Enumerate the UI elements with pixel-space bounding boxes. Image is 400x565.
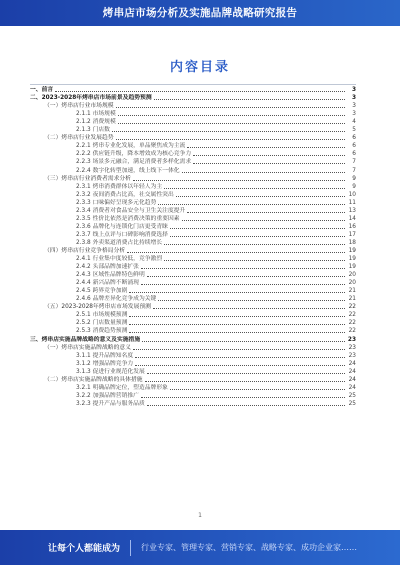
- toc-entry[interactable]: [30, 368, 356, 376]
- toc-entry[interactable]: [30, 158, 356, 166]
- toc-dot-leader: [187, 212, 345, 213]
- toc-entry-page: 20: [348, 280, 356, 287]
- toc-entry[interactable]: [30, 215, 356, 223]
- toc-dot-leader: [193, 163, 345, 164]
- toc-entry-page: 25: [348, 392, 356, 399]
- toc-entry[interactable]: [30, 166, 356, 174]
- toc-entry-page: 14: [348, 215, 356, 222]
- toc-entry-page: 17: [348, 231, 356, 238]
- toc-dot-leader: [141, 268, 345, 269]
- toc-dot-leader: [158, 300, 345, 301]
- toc-dot-leader: [158, 204, 345, 205]
- toc-entry-label: 一、前言: [30, 87, 54, 94]
- toc-entry-label: 2.1.3 门店数: [76, 127, 110, 134]
- toc-entry-label: 2.5.3 消费趋势预测: [76, 328, 128, 335]
- toc-entry-label: 2.3.6 品牌化与连锁化门店更受青睐: [76, 223, 168, 230]
- toc-entry[interactable]: [30, 303, 356, 311]
- footer-bar: [0, 530, 400, 565]
- toc-entry-page: 7: [352, 167, 356, 174]
- toc-entry[interactable]: [30, 231, 356, 239]
- toc-dot-leader: [133, 180, 345, 181]
- toc-entry-label: 2.2.1 烤串专业化发展，单品聚焦成为主流: [76, 143, 186, 150]
- toc-entry-page: 10: [348, 191, 356, 198]
- toc-entry-label: （二）烤串店行业发展趋势: [44, 135, 114, 142]
- toc-dot-leader: [147, 405, 345, 406]
- toc-entry-label: 3.2.1 明确品牌定位，塑造品牌形象: [76, 384, 168, 391]
- toc-dot-leader: [135, 357, 345, 358]
- toc-entry-page: 19: [348, 247, 356, 254]
- toc-entry-label: 2.4.6 品牌差异化竞争成为关键: [76, 296, 157, 303]
- toc-entry[interactable]: [30, 110, 356, 118]
- toc-dot-leader: [135, 365, 345, 366]
- toc-entry-page: 9: [352, 183, 356, 190]
- toc-entry[interactable]: [30, 311, 356, 319]
- toc-dot-leader: [153, 308, 345, 309]
- toc-entry-label: 二、2023-2028年烤串店市场前景及趋势预测: [30, 95, 152, 102]
- toc-entry-page: 18: [348, 239, 356, 246]
- toc-dot-leader: [170, 389, 345, 390]
- toc-entry-label: （二）烤串店实施品牌战略的具体措施: [44, 376, 143, 383]
- toc-entry-label: （一）烤串店行业市场规模: [44, 103, 114, 110]
- toc-entry[interactable]: [30, 263, 356, 271]
- toc-entry-page: 3: [352, 111, 356, 118]
- toc-entry-label: 3.2.3 提升产品与服务品质: [76, 400, 145, 407]
- footer-tagline: 行业专家、管理专家、营销专家、战略专家、成功企业家……: [141, 543, 358, 552]
- toc-entry-page: 22: [348, 312, 356, 319]
- toc-entry-page: 24: [348, 360, 356, 367]
- toc-dot-leader: [182, 172, 345, 173]
- toc-dot-leader: [176, 196, 345, 197]
- toc-dot-leader: [129, 324, 345, 325]
- toc-entry-page: 23: [347, 336, 356, 343]
- toc-dot-leader: [118, 115, 345, 116]
- toc-entry[interactable]: [30, 183, 356, 191]
- toc-entry-label: 2.1.1 市场规模: [76, 111, 116, 118]
- toc-entry[interactable]: [30, 376, 356, 384]
- toc-entry[interactable]: [30, 319, 356, 327]
- toc-entry[interactable]: [30, 352, 356, 360]
- toc-dot-leader: [170, 236, 345, 237]
- toc-dot-leader: [127, 252, 345, 253]
- toc-dot-leader: [142, 341, 345, 342]
- toc-entry-page: 7: [352, 159, 356, 166]
- toc-dot-leader: [164, 188, 345, 189]
- toc-entry[interactable]: [30, 86, 356, 94]
- footer-slogan: 让每个人都能成为: [48, 544, 121, 554]
- toc-dot-leader: [187, 147, 345, 148]
- toc-dot-leader: [193, 155, 345, 156]
- toc-dot-leader: [133, 349, 345, 350]
- toc-entry[interactable]: [30, 327, 356, 335]
- toc-entry[interactable]: [30, 295, 356, 303]
- toc-entry-page: 21: [348, 296, 356, 303]
- toc-dot-leader: [141, 397, 345, 398]
- toc-entry[interactable]: [30, 118, 356, 126]
- footer-divider: [130, 540, 131, 556]
- toc-entry[interactable]: [30, 255, 356, 263]
- toc-entry[interactable]: [30, 142, 356, 150]
- toc-entry-label: 2.5.2 门店数量预测: [76, 320, 128, 327]
- toc-entry[interactable]: [30, 360, 356, 368]
- toc-entry[interactable]: [30, 199, 356, 207]
- document-title: 烤串店市场分析及实施品牌战略研究报告: [102, 7, 298, 19]
- toc-entry[interactable]: [30, 400, 356, 408]
- toc-dot-leader: [129, 332, 345, 333]
- toc-entry-label: 2.3.2 夜间消费占比高，社交属性突出: [76, 191, 174, 198]
- toc-entry-label: 3.1.3 促进行业规范化发展: [76, 368, 145, 375]
- toc-entry[interactable]: [30, 207, 356, 215]
- toc-entry[interactable]: [30, 102, 356, 110]
- toc-entry[interactable]: [30, 175, 356, 183]
- toc-entry-label: 2.3.1 烤串消费群体以年轻人为主: [76, 183, 163, 190]
- toc-entry[interactable]: [30, 134, 356, 142]
- toc-entry-page: 9: [352, 175, 356, 182]
- toc-entry-label: 三、烤串店实施品牌战略的意义及实施措施: [30, 336, 141, 343]
- toc-entry-label: 2.3.3 口味偏好呈现多元化趋势: [76, 199, 157, 206]
- toc-entry[interactable]: [30, 384, 356, 392]
- toc-entry-page: 3: [351, 95, 356, 102]
- toc-dot-leader: [154, 99, 345, 100]
- toc-entry-label: 2.4.1 行业集中度较低，竞争激烈: [76, 256, 163, 263]
- toc-entry-page: 21: [348, 288, 356, 295]
- toc-entry-page: 23: [348, 352, 356, 359]
- toc-entry-page: 24: [348, 384, 356, 391]
- page-number: 1: [198, 512, 202, 519]
- toc-entry-page: 6: [352, 135, 356, 142]
- toc-entry[interactable]: [30, 191, 356, 199]
- toc-entry-page: 5: [352, 127, 356, 134]
- toc-dot-leader: [164, 244, 345, 245]
- toc-entry-page: 11: [348, 199, 356, 206]
- toc-entry-label: 2.3.4 消费者对食品安全与卫生关注度提升: [76, 207, 186, 214]
- toc-entry-page: 19: [348, 256, 356, 263]
- toc-entry-label: （一）烤串店实施品牌战略的意义: [44, 344, 131, 351]
- toc-dot-leader: [147, 373, 345, 374]
- toc-entry-label: 2.4.5 跨界竞争加剧: [76, 288, 128, 295]
- toc-entry-page: 3: [351, 87, 356, 94]
- toc-dot-leader: [55, 91, 345, 92]
- table-of-contents: [30, 86, 356, 408]
- toc-entry-label: 2.1.2 消费规模: [76, 119, 116, 126]
- toc-entry-page: 13: [348, 207, 356, 214]
- toc-entry-label: 3.1.2 增强品牌竞争力: [76, 360, 134, 367]
- toc-entry-page: 6: [352, 151, 356, 158]
- toc-entry-page: 25: [348, 400, 356, 407]
- toc-entry-label: 2.2.2 供应链升级，降本增效成为核心竞争力: [76, 151, 192, 158]
- toc-dot-leader: [112, 131, 345, 132]
- toc-dot-leader: [118, 123, 345, 124]
- toc-entry[interactable]: [30, 150, 356, 158]
- toc-entry-label: 2.5.1 市场规模预测: [76, 312, 128, 319]
- toc-dot-leader: [147, 276, 345, 277]
- toc-entry[interactable]: [30, 126, 356, 134]
- toc-dot-leader: [170, 228, 345, 229]
- toc-entry-label: （三）烤串店行业消费者需求分析: [44, 175, 131, 182]
- toc-entry[interactable]: [30, 287, 356, 295]
- toc-dot-leader: [141, 284, 345, 285]
- toc-entry-page: 3: [352, 103, 356, 110]
- toc-entry-label: （四）烤串店行业竞争格局分析: [44, 247, 126, 254]
- toc-entry-label: 3.2.2 加强品牌营销推广: [76, 392, 139, 399]
- toc-top-divider: [30, 84, 356, 85]
- toc-entry-label: （五）2023-2028年烤串店市场发展预测: [44, 304, 151, 311]
- toc-entry[interactable]: [30, 94, 356, 102]
- toc-heading: 内容目录: [169, 60, 230, 75]
- toc-dot-leader: [129, 316, 345, 317]
- toc-entry-label: 2.4.4 新兴品牌不断涌现: [76, 280, 139, 287]
- toc-dot-leader: [116, 107, 345, 108]
- toc-entry-page: 22: [348, 320, 356, 327]
- toc-entry-label: 2.3.5 性价比依然是消费决策的重要因素: [76, 215, 180, 222]
- toc-entry-label: 2.4.2 头部品牌加速扩张: [76, 264, 139, 271]
- toc-dot-leader: [129, 292, 345, 293]
- toc-entry-page: 6: [352, 143, 356, 150]
- toc-entry-page: 22: [348, 328, 356, 335]
- toc-entry-page: 16: [348, 223, 356, 230]
- toc-entry-page: 19: [348, 264, 356, 271]
- toc-entry[interactable]: [30, 392, 356, 400]
- toc-entry-page: 23: [348, 344, 356, 351]
- toc-entry-label: 2.3.8 外卖渠道消费占比持续增长: [76, 239, 163, 246]
- toc-dot-leader: [116, 139, 345, 140]
- toc-entry[interactable]: [30, 247, 356, 255]
- toc-entry-label: 2.2.4 数字化转型加速，线上线下一体化: [76, 167, 180, 174]
- toc-entry[interactable]: [30, 271, 356, 279]
- toc-entry[interactable]: [30, 344, 356, 352]
- toc-entry-page: 24: [348, 376, 356, 383]
- toc-entry-page: 20: [348, 272, 356, 279]
- toc-entry-label: 2.2.3 场景多元融合，满足消费者多样化需求: [76, 159, 192, 166]
- toc-entry-label: 3.1.1 提升品牌知名度: [76, 352, 134, 359]
- toc-entry[interactable]: [30, 335, 356, 343]
- toc-dot-leader: [145, 381, 345, 382]
- toc-entry-label: 2.4.3 区域性品牌特色鲜明: [76, 272, 145, 279]
- toc-entry-label: 2.3.7 线上点评与口碑影响消费选择: [76, 231, 168, 238]
- toc-entry[interactable]: [30, 223, 356, 231]
- toc-entry[interactable]: [30, 239, 356, 247]
- toc-dot-leader: [182, 220, 345, 221]
- toc-entry[interactable]: [30, 279, 356, 287]
- toc-entry-page: 22: [348, 304, 356, 311]
- toc-entry-page: 24: [348, 368, 356, 375]
- toc-dot-leader: [164, 260, 345, 261]
- toc-entry-page: 4: [352, 119, 356, 126]
